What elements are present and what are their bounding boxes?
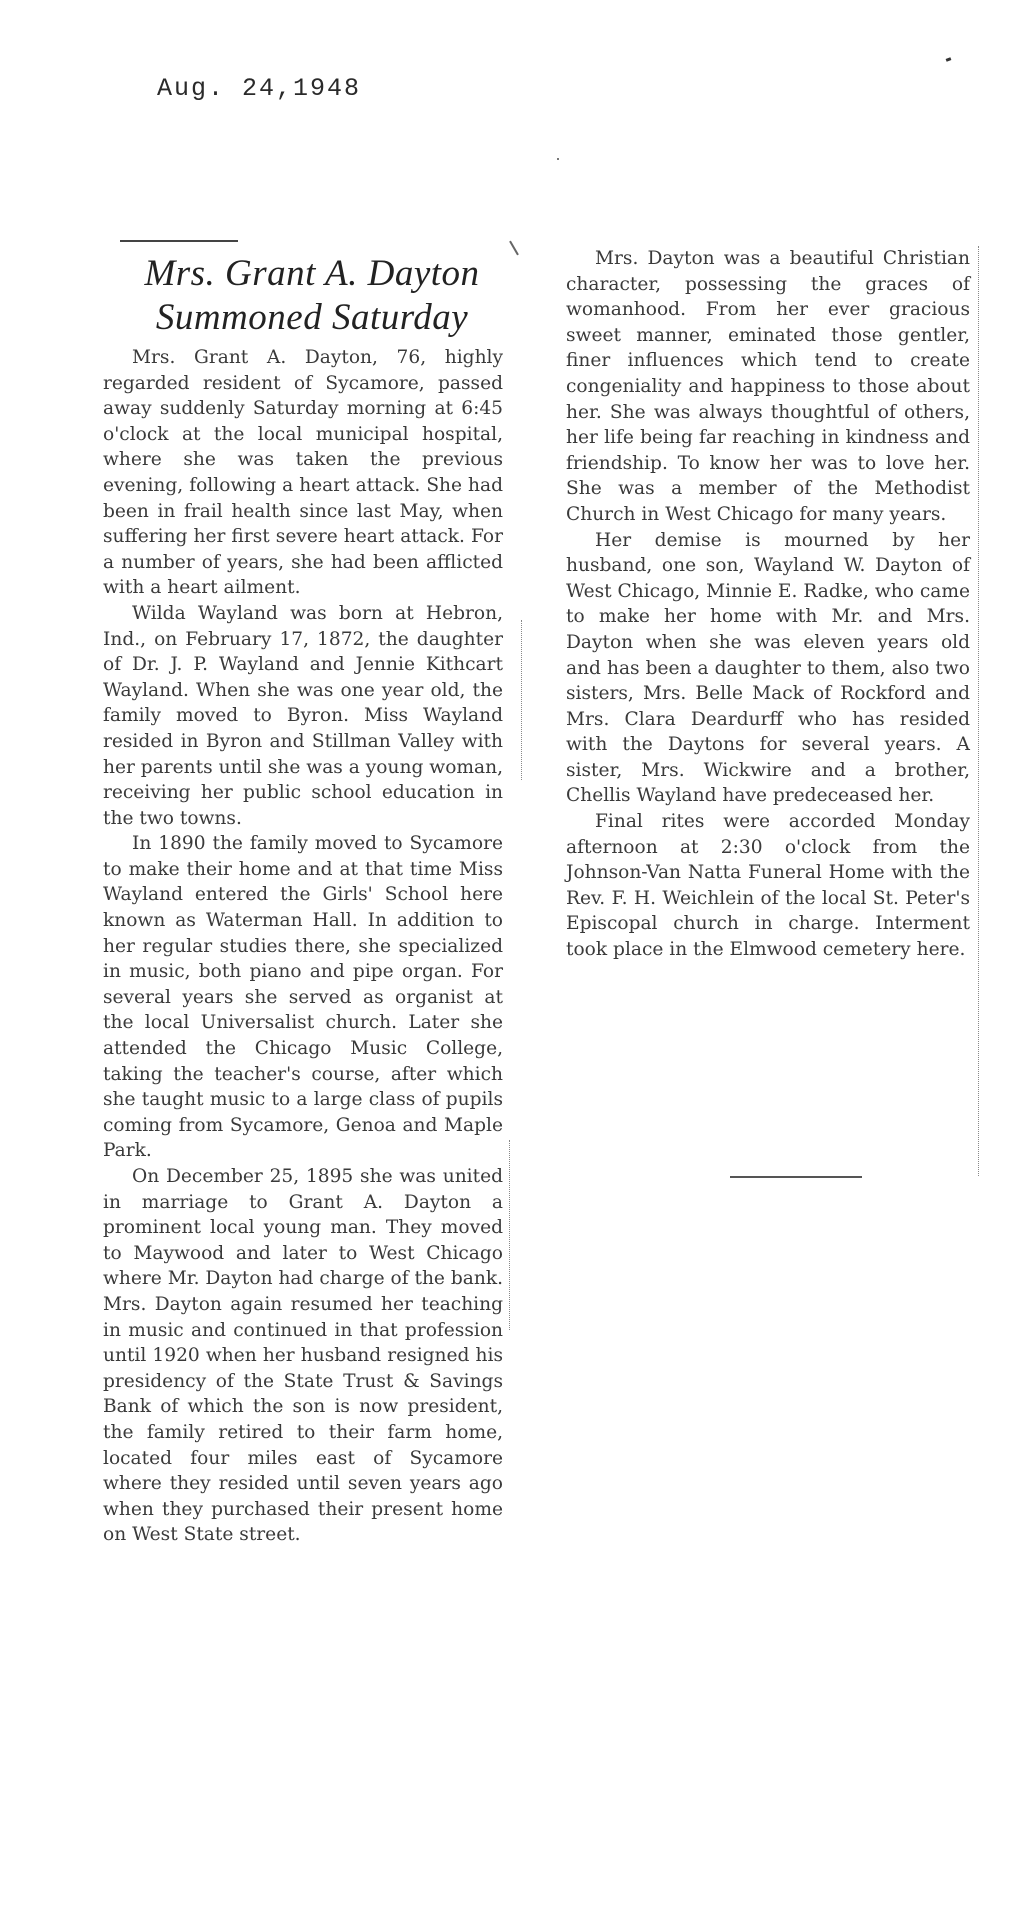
scan-speck <box>946 57 952 62</box>
paragraph: On December 25, 1895 she was united in marriage to Grant A. Dayton a prominent local young man. They moved to Maywood and later to West Chicago where Mr. Dayton had charge of the bank. Mrs. Dayton again resumed her teaching in music and continued in that profession until 1920 when her husband resigned his presidency of the State Trust & Savings Bank of which the son is now president, the family retired to their farm home, located four miles east of Sycamore where they resided until seven years ago when they purchased their present home on West State street. <box>103 1166 503 1546</box>
headline <box>108 252 516 340</box>
paragraph: Her demise is mourned by her husband, one son, Wayland W. Dayton of West Chicago, Minnie E. Radke, who came to make her home with Mr. and Mrs. Dayton when she was eleven years old and has been a daughter to them, also two sisters, Mrs. Belle Mack of Rockford and Mrs. Clara Deardurff who has resided with the Daytons for several years. A sister, Mrs. Wickwire and a brother, Chellis Wayland have predeceased her. <box>566 529 970 807</box>
article-end-rule <box>730 1176 862 1178</box>
paragraph: Mrs. Grant A. Dayton, 76, highly regarded resident of Sycamore, passed away suddenly Saturday morning at 6:45 o'clock at the local municipal hospital, where she was taken the previous evening, following a heart attack. She had been in frail health since last May, when suffering her first severe heart attack. For a number of years, she had been afflicted with a heart ailment. <box>103 347 503 599</box>
headline-top-rule <box>120 240 238 242</box>
paragraph: Wilda Wayland was born at Hebron, Ind., on February 17, 1872, the daughter of Dr. J. P. Wayland and Jennie Kithcart Wayland. When she was one year old, the family moved to Byron. Miss Wayland resided in Byron and Stillman Valley with her parents until she was a young woman, receiving her public school education in the two towns. <box>103 602 503 829</box>
article-right-column <box>566 246 970 963</box>
column-edge-line <box>978 246 980 1176</box>
paragraph: Final rites were accorded Monday afternoon at 2:30 o'clock from the Johnson-Van Natta Funeral Home with the Rev. F. H. Weichlein of the local St. Peter's Episcopal church in charge. Interment took place in the Elmwood cemetery here. <box>566 811 970 961</box>
column-edge-line <box>509 1140 511 1330</box>
clipping-date: Aug. 24,1948 <box>157 74 362 103</box>
scan-dot <box>557 158 559 160</box>
article-left-column <box>103 345 503 1548</box>
paragraph: In 1890 the family moved to Sycamore to make their home and at that time Miss Wayland entered the Girls' School here known as Waterman Hall. In addition to her regular studies there, she specialized in music, both piano and pipe organ. For several years she served as organist at the local Universalist church. Later she attended the Chicago Music College, taking the teacher's course, after which she taught music to a large class of pupils coming from Sycamore, Genoa and Maple Park. <box>103 833 503 1162</box>
headline-line-2: Summoned Saturday <box>155 297 469 338</box>
paragraph: Mrs. Dayton was a beautiful Christian character, possessing the graces of womanhood. From her ever gracious sweet manner, eminated those gentler, finer influences which tend to create congeniality and happiness to those about her. She was always thoughtful of others, her life being far reaching in kindness and friendship. To know her was to love her. She was a member of the Methodist Church in West Chicago for many years. <box>566 248 970 525</box>
headline-line-1: Mrs. Grant A. Dayton <box>144 253 480 294</box>
column-edge-line <box>521 620 523 780</box>
